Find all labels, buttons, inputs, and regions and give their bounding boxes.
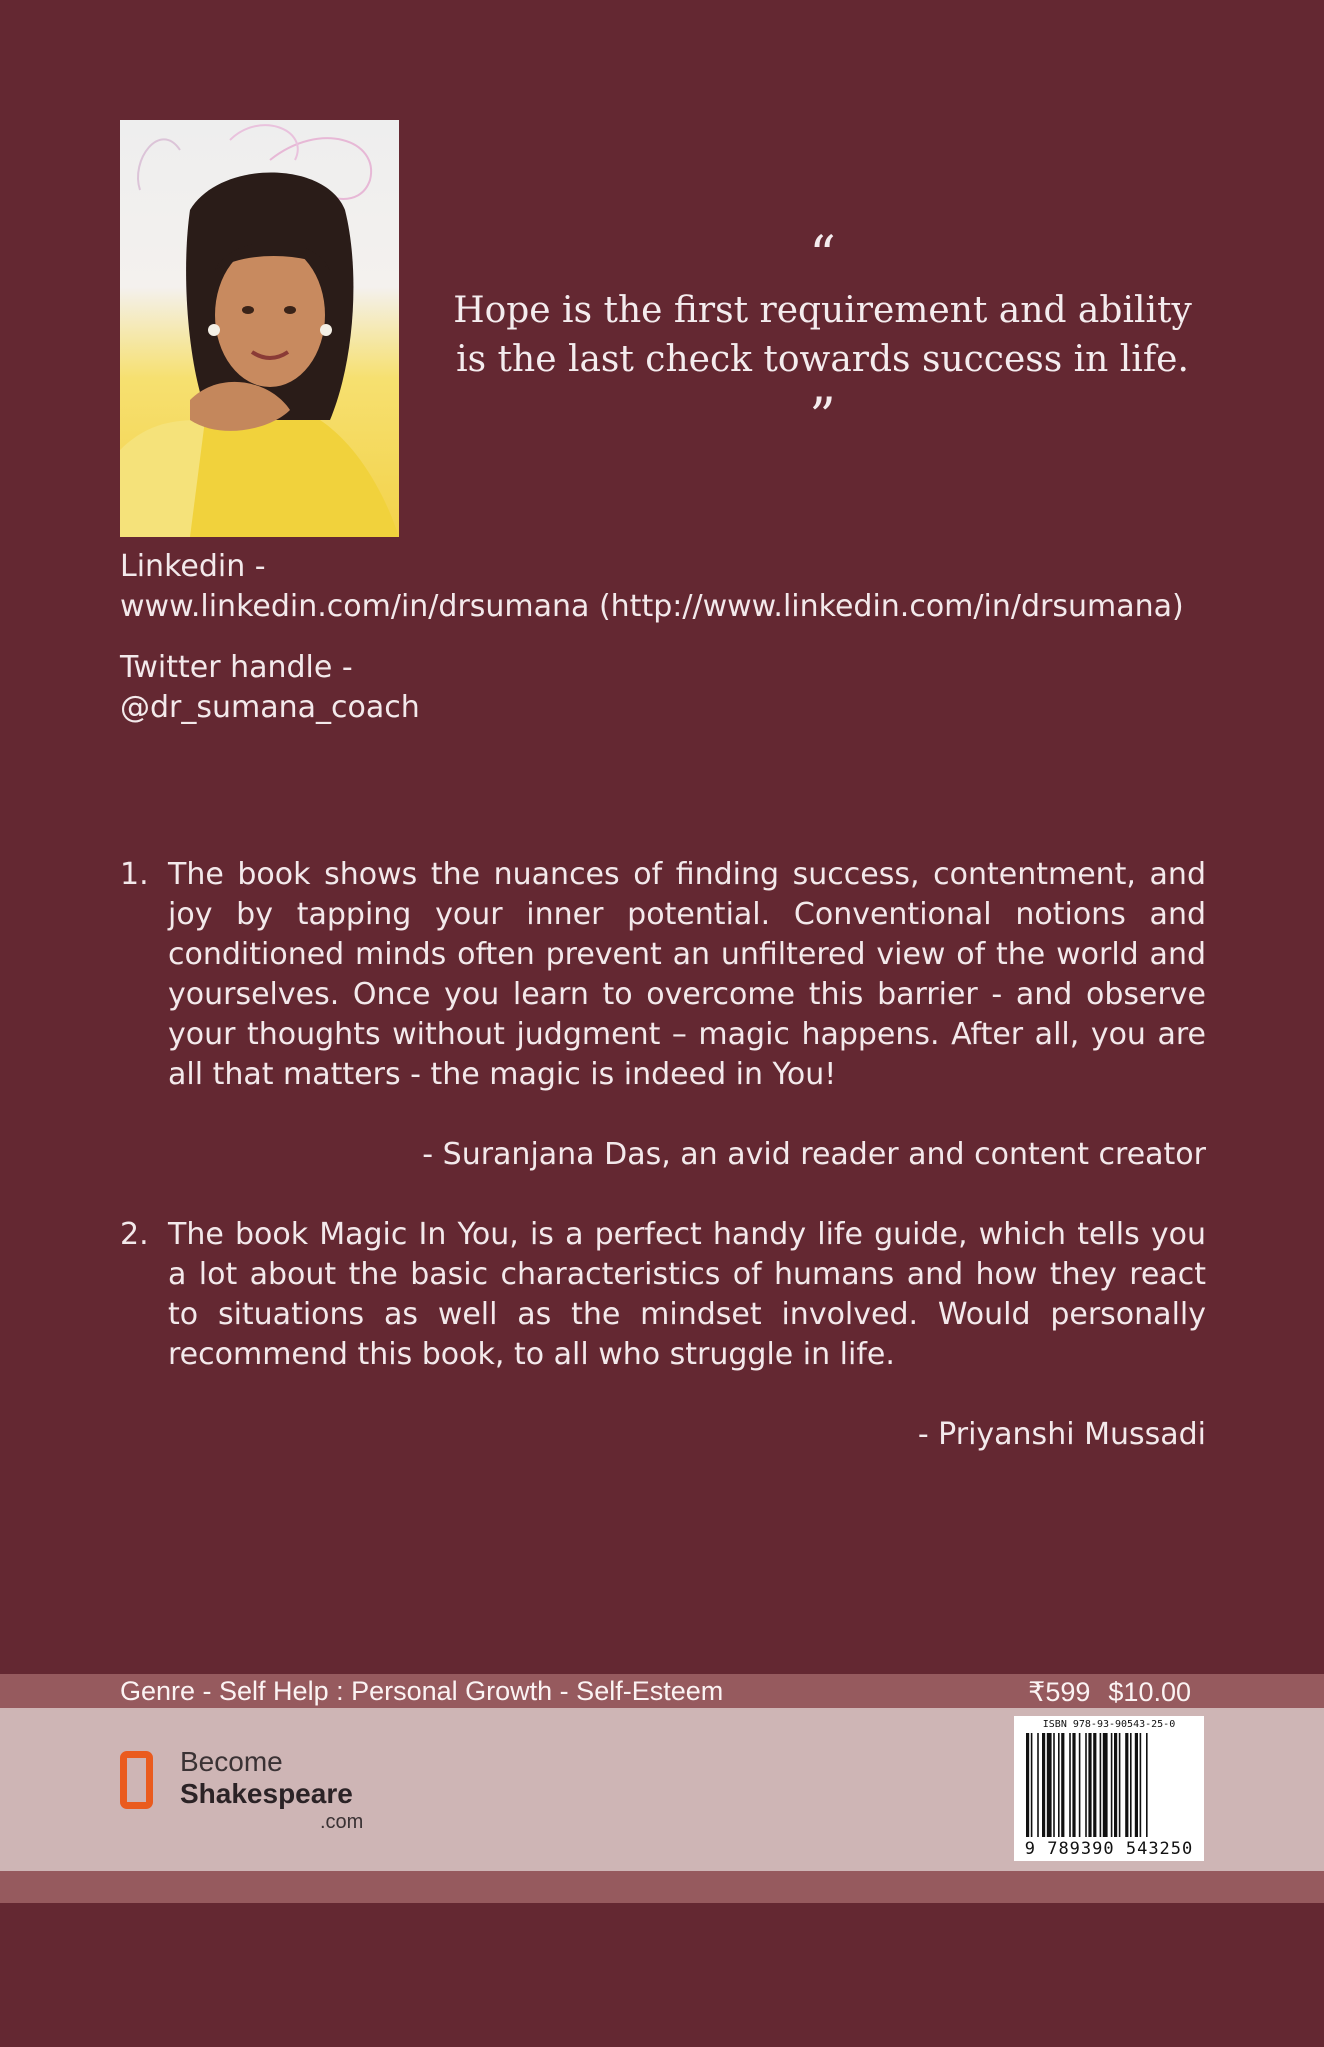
isbn-barcode [1014,1716,1204,1861]
price-usd: $10.00 [1108,1677,1191,1707]
review-attribution: - Suranjana Das, an avid reader and content creator [422,1137,1206,1172]
isbn-digits: 9 789390 543250 [1024,1839,1194,1859]
review-text: The book shows the nuances of finding success, contentment, and joy by tapping your inner potential. Conventional notions and conditioned minds often prevent an unfiltered view of the world and yourselves. Once you learn to overcome this barrier - and observe your thoughts without judgment – magic happens. After all, you are all that matters - the magic is indeed in You! [168,857,1206,1092]
barcode-bars [1026,1733,1196,1837]
author-photo [120,120,399,537]
publisher-logo [120,1744,400,1840]
pull-quote [440,226,1205,448]
close-quote-mark: ” [809,388,836,448]
linkedin-label: Linkedin - [120,549,266,584]
linkedin-block [120,547,1184,627]
twitter-block [120,648,420,728]
review-attribution: - Priyanshi Mussadi [917,1417,1206,1452]
reviews-list [120,855,1206,1455]
quote-text: Hope is the first requirement and ability is the last check towards success in life. [453,290,1192,380]
isbn-label: ISBN 978-93-90543-25-0 [1042,1719,1176,1730]
publisher-name-line2: Shakespeare [180,1778,353,1809]
publisher-logo-icon [120,1751,153,1809]
genre-price-band [0,1674,1324,1708]
price [1028,1674,1191,1710]
open-quote-mark: “ [809,226,836,286]
review-item [120,1215,1206,1375]
publisher-name-line1: Become [180,1746,283,1777]
twitter-handle[interactable]: @dr_sumana_coach [120,690,420,725]
genre-text: Genre - Self Help : Personal Growth - Self-Esteem [120,1676,724,1706]
price-inr: ₹599 [1028,1677,1091,1707]
linkedin-url[interactable]: www.linkedin.com/in/drsumana (http://www.linkedin.com/in/drsumana) [120,589,1184,624]
review-number: 1. [120,857,149,892]
publisher-name-line3: .com [320,1811,364,1833]
review-number: 2. [120,1217,149,1252]
twitter-label: Twitter handle - [120,650,353,685]
bottom-band [0,1871,1324,1903]
review-text: The book Magic In You, is a perfect handy life guide, which tells you a lot about the basic characteristics of humans and how they react to situations as well as the mindset involved. Would personally recommend this book, to all who struggle in life. [168,1217,1206,1372]
review-item [120,855,1206,1095]
publisher-band [0,1708,1324,1871]
